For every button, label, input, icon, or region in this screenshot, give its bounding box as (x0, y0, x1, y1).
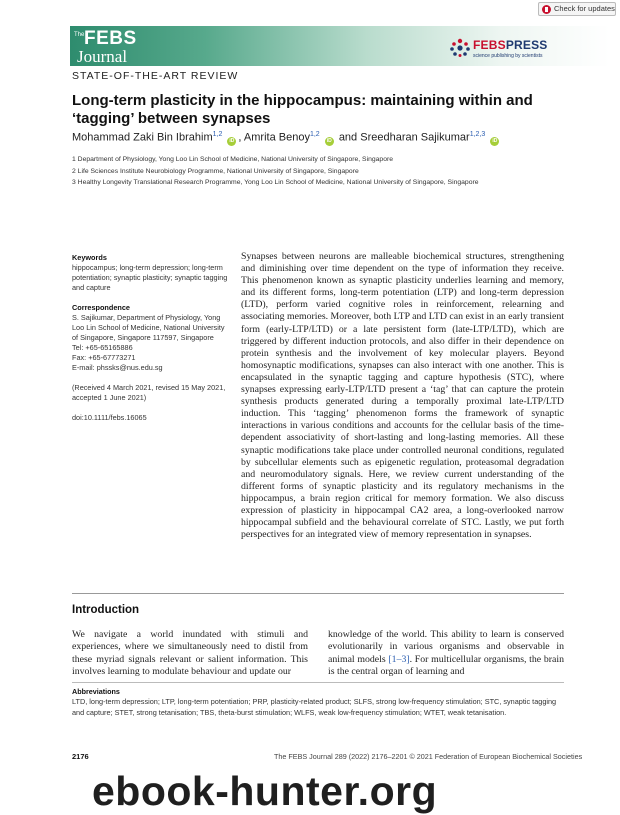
affiliation-2: 2 Life Sciences Institute Neurobiology Programme, National University of Singapore, Singapore (72, 168, 359, 175)
author-name[interactable]: Sreedharan Sajikumar (360, 131, 470, 144)
abbreviations-divider (72, 682, 564, 683)
correspondence-email[interactable]: E-mail: phssks@nus.edu.sg (72, 363, 163, 372)
correspondence-fax: Fax: +65-67773271 (72, 353, 136, 362)
febs-press-name: FEBSPRESS (473, 38, 548, 52)
received-dates: (Received 4 March 2021, revised 15 May 2021, accepted 1 June 2021) (72, 383, 226, 402)
article-type: STATE-OF-THE-ART REVIEW (72, 70, 239, 82)
author-list: Mohammad Zaki Bin Ibrahim$^{1,2}$ iD , Amrita Benoy$^{1,2}$ iD and Sreedharan Sajikumar$^{1,2,3}$ iD (72, 131, 498, 144)
keywords-text: hippocampus; long-term depression; long-term potentiation; synaptic plasticity; synaptic tagging and capture (72, 263, 228, 292)
journal-logo-febs: FEBS (84, 28, 137, 49)
article-sidebar (72, 253, 232, 423)
author-name[interactable]: Amrita Benoy (243, 131, 310, 144)
abbreviations-text: LTD, long-term depression; LTP, long-term potentiation; PRP, plasticity-related product; SLFS, strong low-frequency stimulation; STC, synaptic tagging and capture; STET, strong tetanisation; TBS, theta-burst stimulation; WLFS, weak low-frequency stimulation; WTET, weak tetanisation. (72, 697, 557, 717)
abstract-text: Synapses between neurons are malleable biochemical structures, strengthening and diminishing over time dependent on the type of information they receive. This phenomenon known as synaptic plasticity underlies learning and memory, and its different forms, long-term potentiation (LTP) and long-term depression (LTD), perform varied cognitive roles in reinforcement, relearning and associating memories. Moreover, both LTP and LTD can exist in an early transient form (early-LTP/LTD) or a late persistent form (late-LTP/LTD), which are triggered by different induction protocols, and also differ in their dependence on protein synthesis and the involvement of key molecular players. Beyond homosynaptic modifications, synapses can also interact with one another. This is encapsulated in the synaptic tagging and capture hypothesis (STC), where synapses expressing early-LTP/LTD present a ‘tag’ that can capture the protein synthesis products generated during a temporally proximal late-LTP/LTD induction. This ‘tagging’ phenomenon forms the framework of synaptic interactions in various conditions and accounts for the cellular basis of the time-dependent associativity of short-lasting and long-lasting memories. All these synaptic modifications take place under controlled neuronal conditions, regulated by subcellular elements such as epigenetic regulation, proteasomal degradation and neuromodulatory signals. Here, we review current understanding of the different forms of synaptic plasticity and its regulatory mechanisms in the hippocampus, a brain region critical for memory formation. We also discuss expression of plasticity in hippocampal CA2 area, a long-overlooked narrow hippocampal subfield and the behavioural correlate of STC. Lastly, we put forth perspectives for an integrated view of memory representation in synapses. (241, 251, 564, 541)
journal-logo-the: The (74, 32, 85, 38)
affiliation-1: 1 Department of Physiology, Yong Loo Lin School of Medicine, National University of Singapore, Singapore (72, 156, 394, 163)
correspondence-heading: Correspondence (72, 303, 130, 312)
author-affiliation-marker: 1,2 (212, 131, 223, 138)
affiliation-3: 3 Healthy Longevity Translational Research Programme, Yong Loo Lin School of Medicine, National University of Singapore, Singapore (72, 179, 479, 186)
section-divider (72, 593, 564, 594)
citation-link[interactable]: [1–3] (388, 653, 410, 665)
watermark-text: ebook-hunter.org (92, 768, 438, 814)
febs-press-dots-icon (449, 38, 471, 58)
author-affiliation-marker: 1,2 (309, 131, 320, 138)
journal-logo-journal: Journal (77, 47, 128, 66)
orcid-icon[interactable]: iD (492, 137, 498, 144)
introduction-heading: Introduction (72, 604, 140, 616)
febs-press-tagline: science publishing by scientists (473, 53, 543, 59)
crossmark-icon (542, 5, 551, 14)
keywords-heading: Keywords (72, 253, 107, 262)
correspondence-address: S. Sajikumar, Department of Physiology, Yong Loo Lin School of Medicine, National University of Singapore, Singapore 117597, Singapore (72, 313, 225, 342)
check-for-updates-button[interactable] (538, 2, 616, 16)
author-name[interactable]: Mohammad Zaki Bin Ibrahim (72, 131, 213, 144)
article-title: Long-term plasticity in the hippocampus: maintaining within and ‘tagging’ between synapses (72, 92, 533, 127)
footer-citation: The FEBS Journal 289 (2022) 2176–2201 © 2021 Federation of European Biochemical Societies (274, 752, 583, 761)
abbreviations-heading: Abbreviations (72, 687, 120, 696)
author-conjunction: and (338, 131, 358, 144)
author-affiliation-marker: 1,2,3 (469, 131, 486, 138)
doi-link[interactable]: doi:10.1111/febs.16065 (72, 413, 147, 422)
correspondence-tel: Tel: +65-65165886 (72, 343, 133, 352)
orcid-icon[interactable]: iD (229, 137, 235, 144)
introduction-column-left: We navigate a world inundated with stimuli and experiences, where we simultaneously need to distil from these myriad signals relevant or salient information. This involves learning to modulate behaviour and update our (72, 629, 308, 677)
page-number: 2176 (72, 752, 89, 761)
introduction-column-right: knowledge of the world. This ability to learn is conserved evolutionarily in various organisms and observable in animal models [1–3]. For multicellular organisms, the brain is the central organ of learning and (328, 629, 564, 677)
orcid-icon[interactable]: iD (326, 137, 332, 144)
check-for-updates-label: Check for updates (554, 4, 615, 13)
